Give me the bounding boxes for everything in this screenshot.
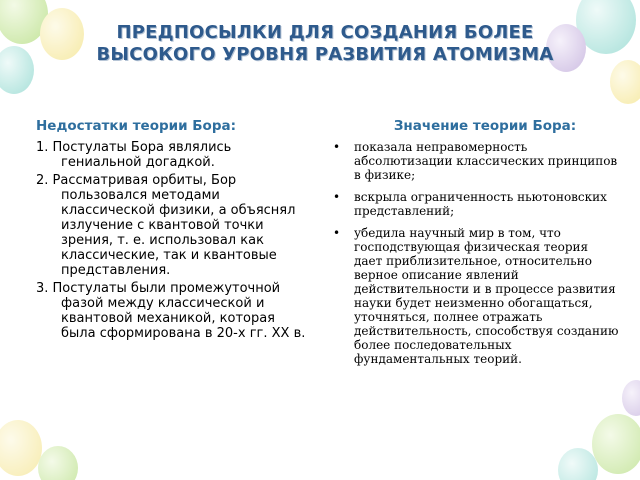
balloon-cluster-bottom-left (0, 420, 78, 480)
list-item-text: вскрыла ограниченность ньютоновских представлений; (354, 190, 607, 218)
bullet-icon: • (333, 190, 341, 204)
bohr-significance-heading: Значение теории Бора: (393, 118, 577, 134)
list-item (330, 140, 620, 182)
bullet-icon: • (333, 226, 341, 240)
list-item: 2. Рассматривая орбиты, Бор пользовался методами классической физики, а объяснял излучение с квантовой точки зрения, т. е. использовал как классические, так и квантовые представления. (36, 173, 296, 278)
bohr-drawbacks-heading: Недостатки теории Бора: (36, 118, 236, 134)
slide-title (40, 22, 610, 66)
list-item: 1. Постулаты Бора являлись гениальной догадкой. (36, 140, 232, 170)
slide-title-line-2: ВЫСОКОГО УРОВНЯ РАЗВИТИЯ АТОМИЗМА (96, 44, 554, 65)
list-item-text: показала неправомерность абсолютизации классических принципов в физике; (354, 140, 618, 182)
list-item (330, 190, 620, 218)
list-item (330, 226, 620, 366)
bullet-icon: • (333, 140, 341, 154)
bohr-significance-column (330, 118, 620, 374)
bohr-drawbacks-column (36, 118, 308, 344)
bohr-drawbacks-list (36, 140, 308, 341)
slide-title-line-1: ПРЕДПОСЫЛКИ ДЛЯ СОЗДАНИЯ БОЛЕЕ (116, 22, 534, 43)
list-item-text: убедила научный мир в том, что господствующая физическая теория дает приблизительное, относительно верное описание явлений действительности и в процессе развития науки будет неизменно обогащаться, уточняться, полнее отражать действительность, способствуя созданию более последовательных фундаментальных теорий. (354, 226, 619, 366)
bohr-significance-list (330, 140, 620, 366)
list-item: 3. Постулаты были промежуточной фазой между классической и квантовой механикой, которая была сформирована в 20-х гг. XX в. (36, 281, 306, 341)
balloon-cluster-bottom-right (558, 380, 640, 480)
